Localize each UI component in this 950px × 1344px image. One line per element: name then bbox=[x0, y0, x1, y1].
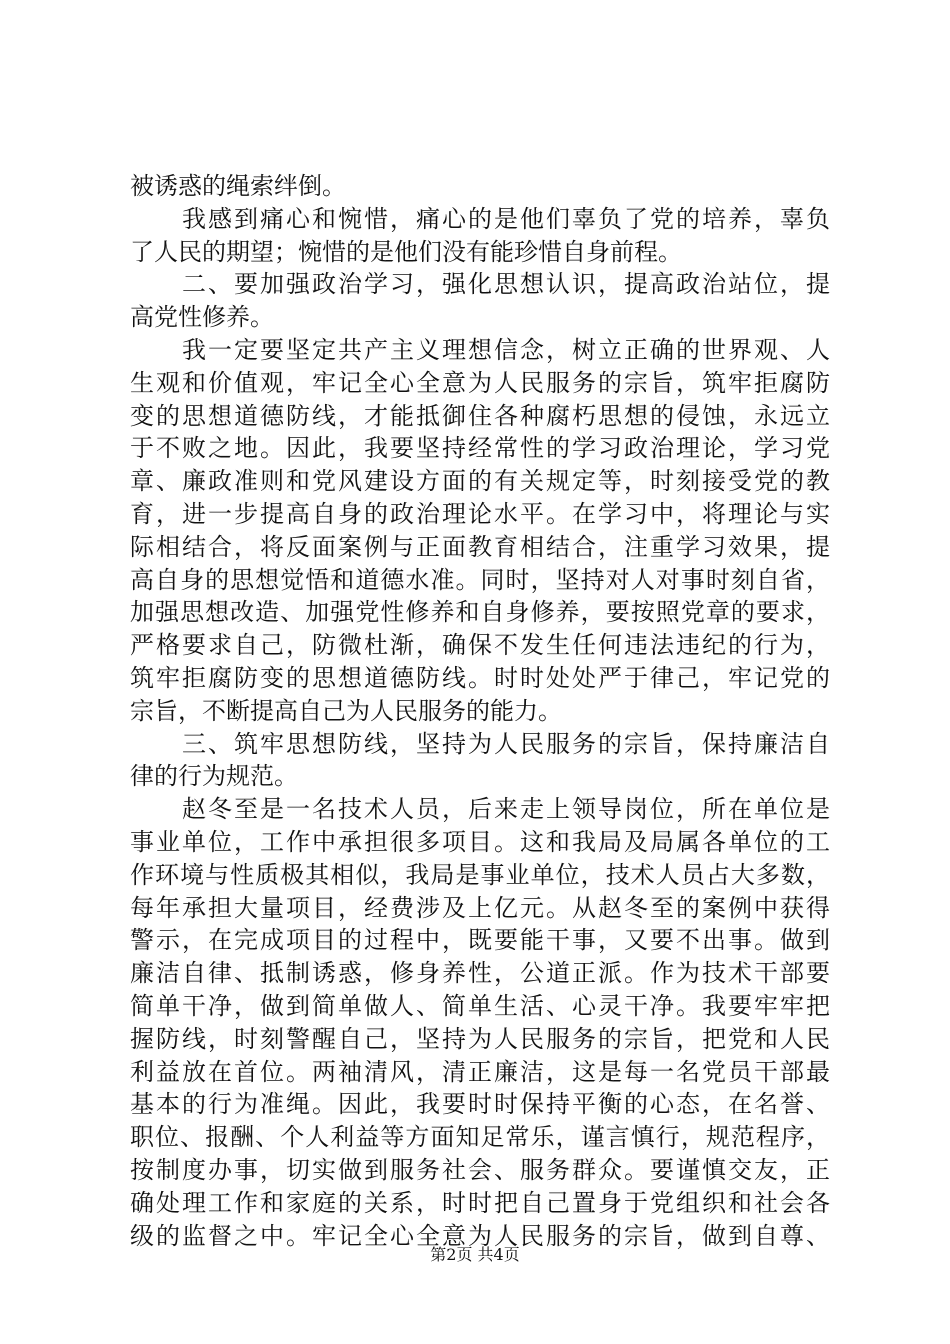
text-line: 被诱惑的绳索绊倒。 bbox=[130, 172, 346, 200]
text-line: 廉洁自律、抵制诱惑，修身养性，公道正派。作为技术干部要 bbox=[130, 959, 830, 988]
text-line: 际相结合，将反面案例与正面教育相结合，注重学习效果，提 bbox=[130, 532, 830, 561]
text-line: 严格要求自己，防微杜渐，确保不发生任何违法违纪的行为， bbox=[130, 631, 830, 660]
text-line: 事业单位，工作中承担很多项目。这和我局及局属各单位的工 bbox=[130, 827, 830, 856]
text-line: 按制度办事，切实做到服务社会、服务群众。要谨慎交友，正 bbox=[130, 1155, 830, 1184]
page-number-footer: 第2页 共4页 bbox=[430, 1245, 520, 1264]
text-line: 我一定要坚定共产主义理想信念，树立正确的世界观、人 bbox=[130, 335, 830, 364]
text-line: 确处理工作和家庭的关系，时时把自己置身于党组织和社会各 bbox=[130, 1188, 830, 1217]
text-line: 作环境与性质极其相似，我局是事业单位，技术人员占大多数， bbox=[130, 860, 830, 889]
text-line: 简单干净，做到简单做人、简单生活、心灵干净。我要牢牢把 bbox=[130, 991, 830, 1020]
text-line: 基本的行为准绳。因此，我要时时保持平衡的心态，在名誉、 bbox=[130, 1090, 830, 1119]
text-line: 章、廉政准则和党风建设方面的有关规定等，时刻接受党的教 bbox=[130, 467, 830, 496]
text-line: 警示，在完成项目的过程中，既要能干事，又要不出事。做到 bbox=[130, 926, 830, 955]
text-line: 三、筑牢思想防线，坚持为人民服务的宗旨，保持廉洁自 bbox=[130, 729, 830, 758]
text-line: 于不败之地。因此，我要坚持经常性的学习政治理论，学习党 bbox=[130, 434, 830, 463]
text-line: 我感到痛心和惋惜，痛心的是他们辜负了党的培养，辜负 bbox=[130, 204, 830, 233]
text-line: 级的监督之中。牢记全心全意为人民服务的宗旨，做到自尊、 bbox=[130, 1221, 830, 1250]
text-line: 每年承担大量项目，经费涉及上亿元。从赵冬至的案例中获得 bbox=[130, 893, 830, 922]
text-line: 生观和价值观，牢记全心全意为人民服务的宗旨，筑牢拒腐防 bbox=[130, 368, 830, 397]
text-line: 育，进一步提高自身的政治理论水平。在学习中，将理论与实 bbox=[130, 499, 830, 528]
text-line: 变的思想道德防线，才能抵御住各种腐朽思想的侵蚀，永远立 bbox=[130, 401, 830, 430]
text-line: 筑牢拒腐防变的思想道德防线。时时处处严于律己，牢记党的 bbox=[130, 663, 830, 692]
text-line: 职位、报酬、个人利益等方面知足常乐，谨言慎行，规范程序， bbox=[130, 1123, 830, 1152]
text-line: 高自身的思想觉悟和道德水准。同时，坚持对人对事时刻自省， bbox=[130, 565, 830, 594]
text-line: 握防线，时刻警醒自己，坚持为人民服务的宗旨，把党和人民 bbox=[130, 1024, 830, 1053]
text-line: 律的行为规范。 bbox=[130, 762, 298, 791]
text-line: 宗旨，不断提高自己为人民服务的能力。 bbox=[130, 696, 562, 725]
document-body bbox=[130, 170, 830, 1252]
text-line: 加强思想改造、加强党性修养和自身修养，要按照党章的要求， bbox=[130, 598, 830, 627]
text-line: 了人民的期望；惋惜的是他们没有能珍惜自身前程。 bbox=[130, 237, 682, 266]
text-line: 二、要加强政治学习，强化思想认识，提高政治站位，提 bbox=[130, 270, 830, 299]
text-line: 赵冬至是一名技术人员，后来走上领导岗位，所在单位是 bbox=[130, 795, 830, 824]
text-line: 高党性修养。 bbox=[130, 303, 274, 332]
text-line: 利益放在首位。两袖清风，清正廉洁，这是每一名党员干部最 bbox=[130, 1057, 830, 1086]
